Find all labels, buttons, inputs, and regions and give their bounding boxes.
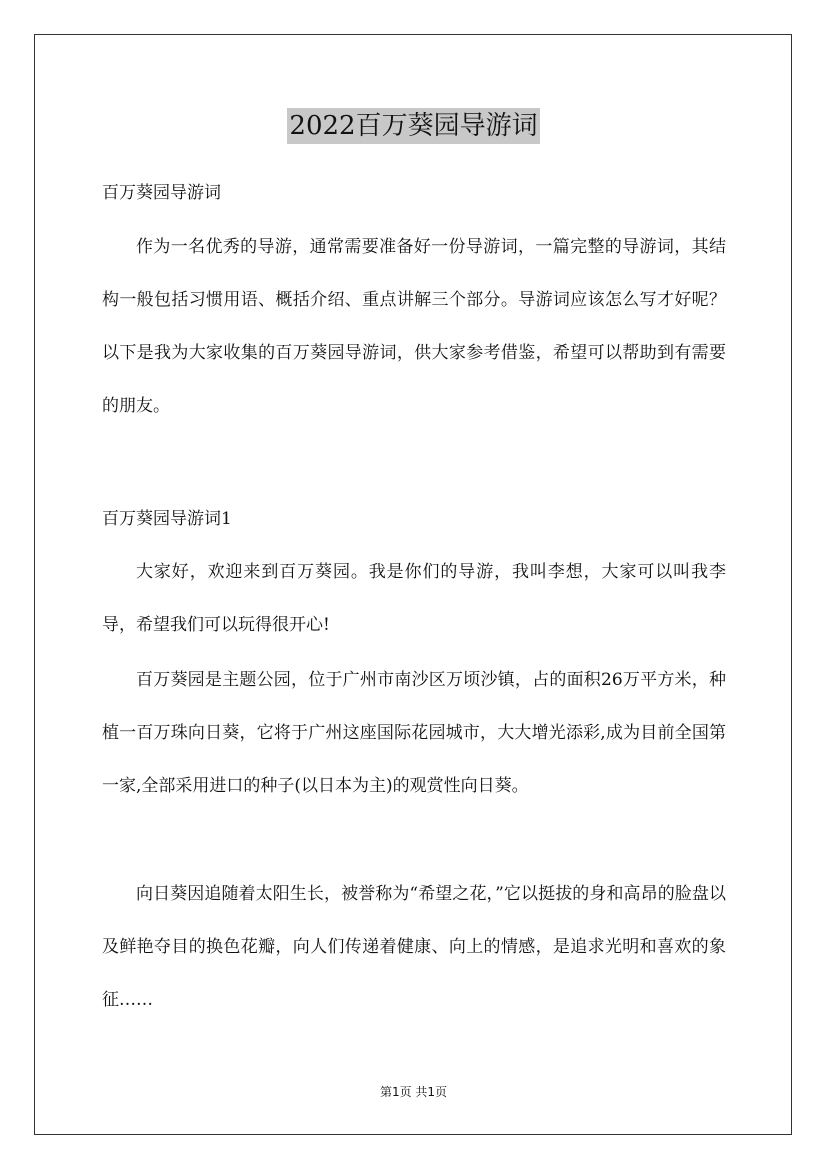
section-heading: 百万葵园导游词1 [102, 509, 232, 529]
document-subtitle: 百万葵园导游词 [102, 183, 221, 203]
page-footer: 第1页 共1页 [379, 1085, 448, 1099]
body-paragraph-1: 大家好，欢迎来到百万葵园。我是你们的导游，我叫李想，大家可以叫我李导，希望我们可以玩得很开心! [102, 562, 726, 635]
intro-paragraph: 作为一名优秀的导游，通常需要准备好一份导游词，一篇完整的导游词，其结构一般包括习惯用语、概括介绍、重点讲解三个部分。导游词应该怎么写才好呢？以下是我为大家收集的百万葵园导游词，供大家参考借鉴，希望可以帮助到有需要的朋友。 [102, 237, 726, 416]
document-title-text: 2022百万葵园导游词 [287, 108, 539, 144]
body-paragraph-2: 百万葵园是主题公园，位于广州市南沙区万顷沙镇，占的面积26万平方米，种植一百万珠向日葵，它将于广州这座国际花园城市，大大增光添彩,成为目前全国第一家,全部采用进口的种子(以日本为主)的观赏性向日葵。 [102, 670, 726, 796]
document-title [0, 104, 827, 144]
body-paragraph-3: 向日葵因追随着太阳生长，被誉称为“希望之花，”它以挺拔的身和高昂的脸盘以及鲜艳夺目的换色花瓣，向人们传递着健康、向上的情感，是追求光明和喜欢的象征…… [102, 884, 726, 1010]
